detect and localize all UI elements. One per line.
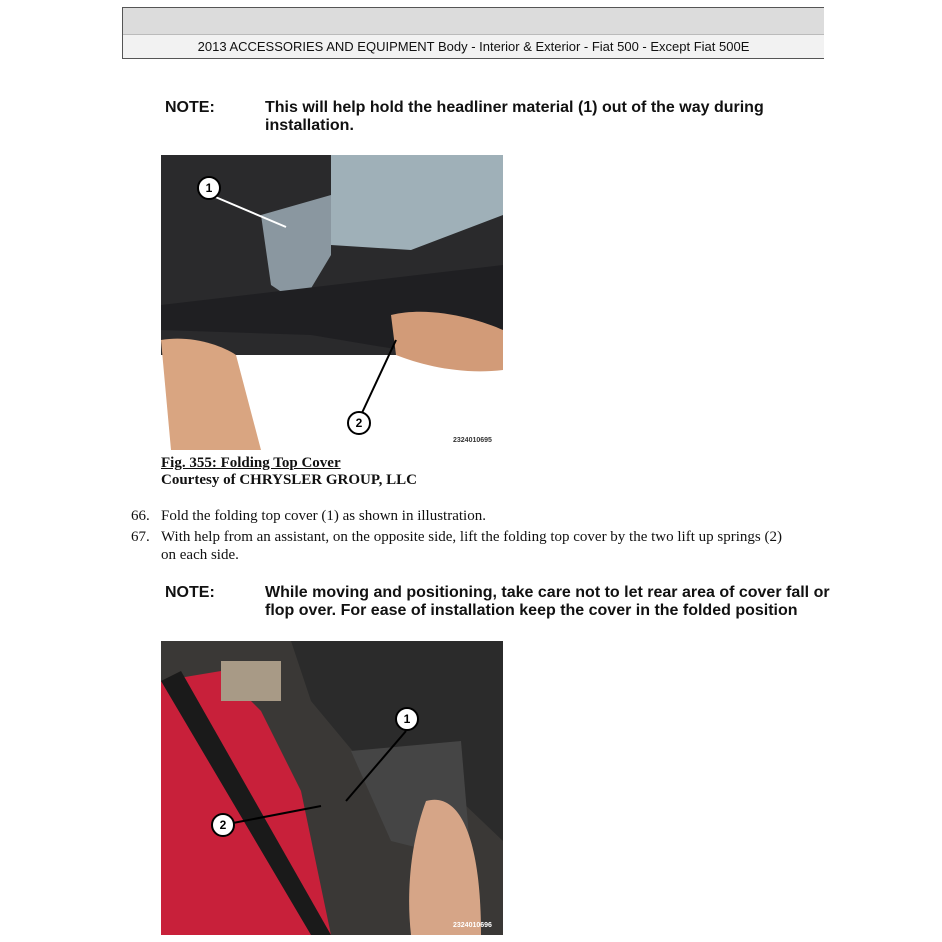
callout-2: 2 <box>347 411 371 435</box>
step-67-number: 67. <box>131 529 150 545</box>
callout-2: 2 <box>211 813 235 837</box>
note1-label: NOTE: <box>165 99 215 116</box>
figure1-photo <box>161 155 503 450</box>
note2-label: NOTE: <box>165 584 215 601</box>
figure1-code: 2324010695 <box>453 437 492 444</box>
note1-line2: installation. <box>265 117 354 134</box>
header-band <box>123 8 824 35</box>
note1-line1: This will help hold the headliner material (1) out of the way during <box>265 99 764 116</box>
document-header <box>122 7 824 59</box>
step-67-text: With help from an assistant, on the opposite side, lift the folding top cover by the two lift up springs (2) <box>161 529 782 545</box>
header-title: 2013 ACCESSORIES AND EQUIPMENT Body - Interior & Exterior - Fiat 500 - Except Fiat 500E <box>197 39 750 54</box>
note2-line1: While moving and positioning, take care not to let rear area of cover fall or <box>265 584 830 601</box>
callout-1: 1 <box>395 707 419 731</box>
note2-line2: flop over. For ease of installation keep the cover in the folded position <box>265 602 798 619</box>
step-66-text: Fold the folding top cover (1) as shown in illustration. <box>161 508 486 524</box>
callout-1: 1 <box>197 176 221 200</box>
figure2-photo <box>161 641 503 935</box>
figure1-title: Fig. 355: Folding Top Cover <box>161 455 341 471</box>
cover-positioning-photo <box>161 641 503 935</box>
step-66-number: 66. <box>131 508 150 524</box>
step-67-text-cont: on each side. <box>161 547 239 563</box>
figure1-credit: Courtesy of CHRYSLER GROUP, LLC <box>161 472 418 488</box>
figure2-code: 2324010696 <box>453 922 492 929</box>
